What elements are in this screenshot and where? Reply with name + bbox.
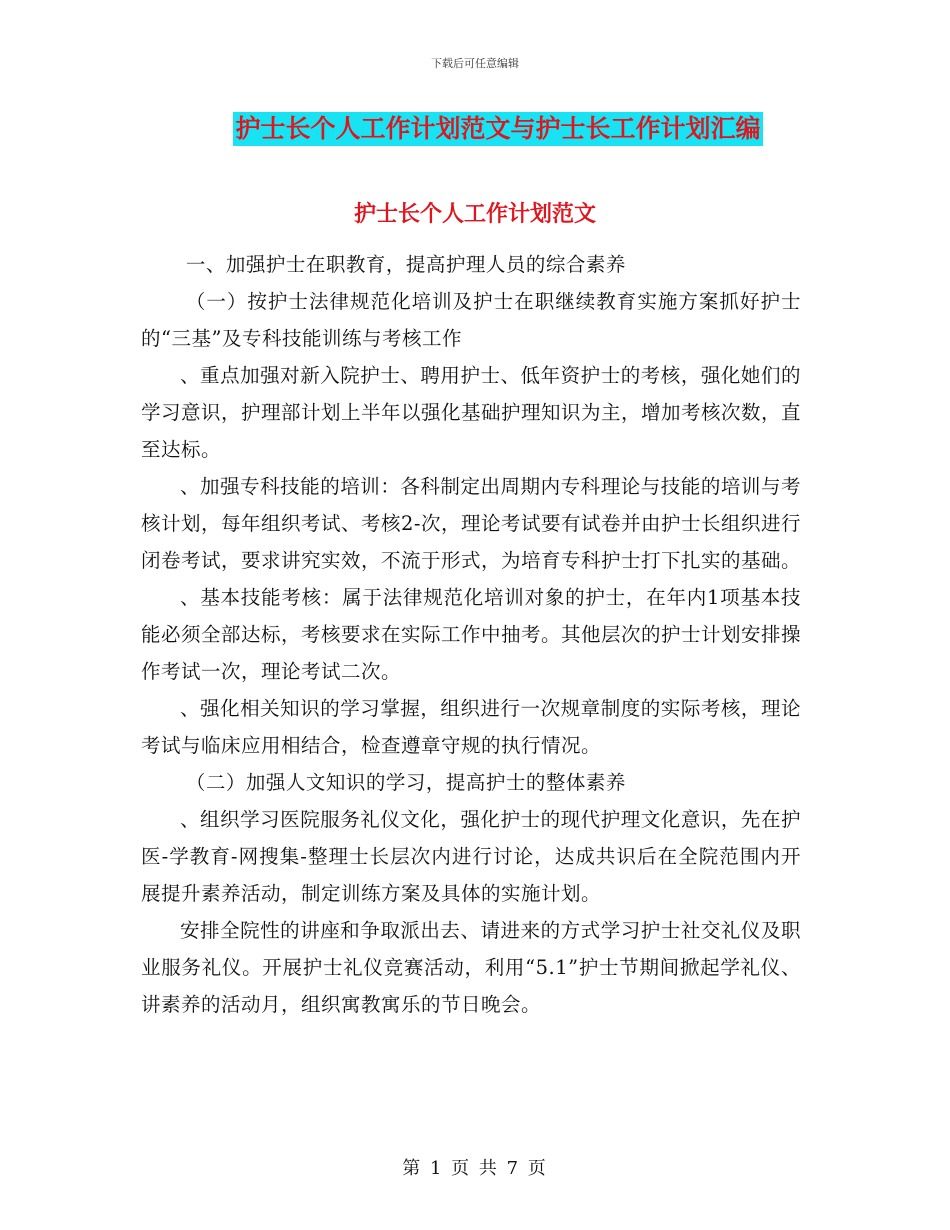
paragraph: 、组织学习医院服务礼仪文化，强化护士的现代护理文化意识，先在护医-学教育-网搜集-整理士长层次内进行讨论，达成共识后在全院范围内开展提升素养活动，制定训练方案及具体的实施计划。 (141, 808, 801, 905)
header-note: 下载后可任意编辑 (431, 57, 519, 70)
paragraph-heading-1: 一、加强护士在职教育，提高护理人员的综合素养 (185, 253, 626, 276)
paragraph: 、重点加强对新入院护士、聘用护士、低年资护士的考核，强化她们的学习意识，护理部计划上半年以强化基础护理知识为主，增加考核次数，直至达标。 (141, 364, 802, 461)
main-title-container (0, 112, 950, 146)
paragraph: 、基本技能考核：属于法律规范化培训对象的护士，在年内1项基本技能必须全部达标，考核要求在实际工作中抽考。其他层次的护士计划安排操作考试一次，理论考试二次。 (141, 586, 802, 683)
paragraph: 、强化相关知识的学习掌握，组织进行一次规章制度的实际考核，理论考试与临床应用相结合，检查遵章守规的执行情况。 (141, 697, 801, 757)
page-footer: 第 1 页 共 7 页 (402, 1158, 548, 1179)
paragraph: 安排全院性的讲座和争取派出去、请进来的方式学习护士社交礼仪及职业服务礼仪。开展护士礼仪竞赛活动，利用“5.1”护士节期间掀起学礼仪、讲素养的活动月，组织寓教寓乐的节日晚会。 (141, 919, 801, 1016)
paragraph: 、加强专科技能的培训：各科制定出周期内专科理论与技能的培训与考核计划，每年组织考试、考核2-次，理论考试要有试卷并由护士长组织进行闭卷考试，要求讲究实效，不流于形式，为培育专科护士打下扎实的基础。 (141, 475, 802, 572)
section-title: 护士长个人工作计划范文 (353, 202, 596, 227)
paragraph-subheading-2: （二）加强人文知识的学习，提高护士的整体素养 (185, 771, 626, 794)
paragraph-subheading-1: （一）按护士法律规范化培训及护士在职继续教育实施方案抓好护士的“三基”及专科技能训练与考核工作 (141, 290, 801, 350)
main-title: 护士长个人工作计划范文与护士长工作计划汇编 (233, 112, 762, 146)
document-body (141, 246, 801, 1023)
